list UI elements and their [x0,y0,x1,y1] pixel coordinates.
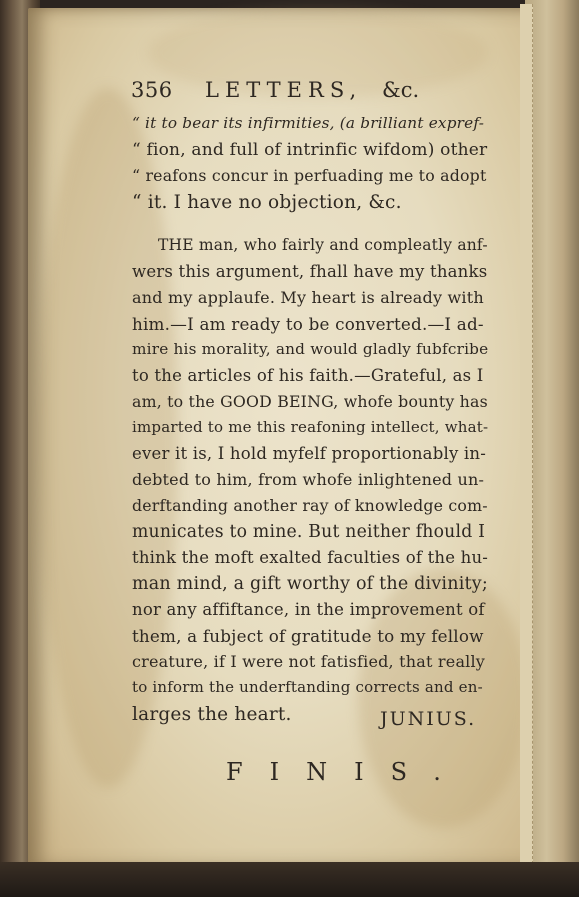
running-head-title: LETTERS, [205,78,363,102]
body-line: mire his morality, and would gladly fubfcribe [132,340,489,358]
quote-line: “ reafons concur in perfuading me to adopt [132,166,487,185]
background-shadow [0,862,579,897]
body-line: nor any affiftance, in the improvement of [132,600,485,619]
page-number: 356 [131,78,173,102]
body-line: debted to him, from whofe inlightened un- [132,470,485,489]
body-line: imparted to me this reafoning intellect, what- [132,418,489,436]
body-line: to inform the underftanding corrects and en- [132,678,483,696]
body-line: municates to mine. But neither fhould I [132,522,486,542]
body-line: him.—I am ready to be converted.—I ad- [132,314,484,334]
body-line: derftanding another ray of knowledge com- [132,496,488,515]
body-line: THE man, who fairly and compleatly anf- [158,236,488,254]
body-line: am, to the GOOD BEING, whofe bounty has [132,392,488,411]
quote-line: “ it. I have no objection, &c. [132,192,402,213]
book-fore-edge [525,0,579,897]
body-line: man mind, a gift worthy of the divinity; [132,574,488,594]
signature: JUNIUS. [380,708,477,730]
body-line: wers this argument, fhall have my thanks [132,262,488,281]
quote-line: “ it to bear its infirmities, (a brilliant expref- [132,114,485,132]
body-line: and my applaufe. My heart is already with [132,288,484,307]
quote-line: “ fion, and full of intrinfic wifdom) other [132,140,488,160]
finis-colophon: FINIS. [226,758,468,786]
body-line: larges the heart. [132,704,292,725]
book-page [28,8,533,868]
body-line: them, a fubject of gratitude to my fellow [132,626,484,646]
body-line: think the moft exalted faculties of the hu- [132,548,489,567]
body-line: to the articles of his faith.—Grateful, as I [132,366,484,385]
running-head-etc: &c. [382,78,420,102]
body-line: creature, if I were not fatisfied, that really [132,652,486,671]
body-line: ever it is, I hold myfelf proportionably in- [132,444,487,463]
page-deckle-edge [520,4,533,874]
